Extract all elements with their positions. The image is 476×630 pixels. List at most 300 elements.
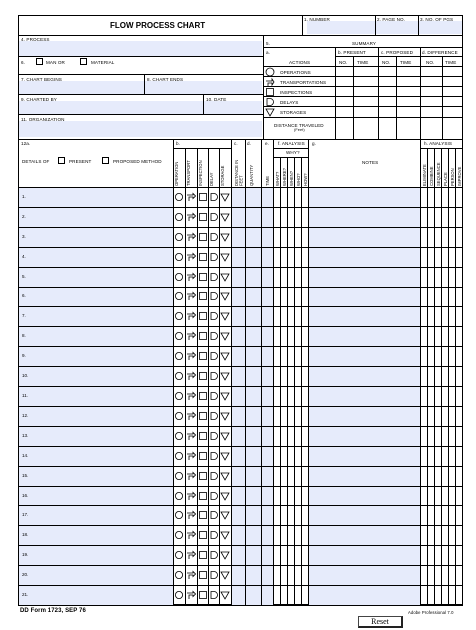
operation-icon[interactable] <box>174 550 184 560</box>
row-cell-input[interactable] <box>262 427 273 446</box>
summary-action-transportations: TRANSPORTATIONS <box>280 80 327 85</box>
operation-icon[interactable] <box>174 232 184 242</box>
form-id-label: DD Form 1723, SEP 76 <box>20 608 86 614</box>
operation-icon[interactable] <box>174 391 184 401</box>
transport-arrow-icon[interactable] <box>186 431 196 441</box>
no-of-pgs-input[interactable] <box>419 21 462 34</box>
inspection-square-icon[interactable] <box>198 272 208 282</box>
row-cell-input[interactable] <box>309 407 420 426</box>
row-number: 10. <box>22 373 29 379</box>
delay-d-icon[interactable] <box>209 510 219 520</box>
row-detail-input[interactable] <box>19 367 173 386</box>
row-cell-input[interactable] <box>309 307 420 326</box>
storage-triangle-icon[interactable] <box>220 311 230 321</box>
operation-icon[interactable] <box>174 431 184 441</box>
row-cell-input[interactable] <box>262 387 273 406</box>
row-cell-input[interactable] <box>246 387 261 406</box>
row-detail-input[interactable] <box>19 208 173 227</box>
delay-d-icon[interactable] <box>209 192 219 202</box>
transport-arrow-icon[interactable] <box>186 451 196 461</box>
inspection-square-icon[interactable] <box>198 331 208 341</box>
inspection-square-icon[interactable] <box>198 471 208 481</box>
row-cell-input[interactable] <box>309 526 420 545</box>
delay-d-icon[interactable] <box>209 252 219 262</box>
delay-d-icon[interactable] <box>209 491 219 501</box>
row-cell-input[interactable] <box>262 506 273 525</box>
proposed-method-checkbox[interactable] <box>102 157 109 164</box>
transport-arrow-icon[interactable] <box>186 471 196 481</box>
row-cell-input[interactable] <box>262 327 273 346</box>
row-detail-input[interactable] <box>19 347 173 366</box>
material-checkbox[interactable] <box>80 58 87 65</box>
row-cell-input[interactable] <box>246 268 261 287</box>
row-cell-input[interactable] <box>232 347 245 366</box>
row-cell-input[interactable] <box>246 526 261 545</box>
row-cell-input[interactable] <box>262 566 273 585</box>
transport-arrow-icon[interactable] <box>186 411 196 421</box>
storage-triangle-icon[interactable] <box>220 351 230 361</box>
row-number: 8. <box>22 333 26 339</box>
storage-triangle-icon[interactable] <box>220 291 230 301</box>
col-inspection-header: INSPECTION <box>198 160 203 186</box>
delay-d-icon[interactable] <box>209 232 219 242</box>
operation-icon[interactable] <box>174 212 184 222</box>
summary-action-storages: STORAGES <box>280 110 307 115</box>
row-detail-input[interactable] <box>19 288 173 307</box>
inspection-square-icon[interactable] <box>198 431 208 441</box>
actions-label: ACTIONS <box>289 60 311 65</box>
inspection-square-icon[interactable] <box>198 391 208 401</box>
row-cell-input[interactable] <box>309 566 420 585</box>
transport-arrow-icon[interactable] <box>186 351 196 361</box>
operation-icon[interactable] <box>174 371 184 381</box>
process-input[interactable] <box>19 41 262 56</box>
row-cell-input[interactable] <box>309 208 420 227</box>
row-number: 21. <box>22 592 29 598</box>
col-person-header: PERSON <box>450 168 455 186</box>
delay-d-icon[interactable] <box>209 311 219 321</box>
row-cell-input[interactable] <box>232 208 245 227</box>
row-cell-input[interactable] <box>262 347 273 366</box>
row-cell-input[interactable] <box>232 307 245 326</box>
present-time-label: TIME <box>357 60 369 65</box>
inspection-square-icon[interactable] <box>198 311 208 321</box>
inspection-square-icon[interactable] <box>198 510 208 520</box>
row-cell-input[interactable] <box>246 248 261 267</box>
row-cell-input[interactable] <box>232 546 245 565</box>
delay-d-icon[interactable] <box>209 471 219 481</box>
col-c-label: c. <box>234 141 238 146</box>
col-quantity-header: QUANTITY <box>249 164 254 186</box>
col-eliminate-header: ELIMINATE <box>422 164 427 186</box>
operation-icon[interactable] <box>174 570 184 580</box>
row-number: 19. <box>22 552 29 558</box>
header-divider <box>273 148 308 149</box>
item12a-label: 12a. <box>21 141 31 146</box>
row-cell-input[interactable] <box>262 288 273 307</box>
operation-icon[interactable] <box>174 530 184 540</box>
row-number: 4. <box>22 253 26 259</box>
row-detail-input[interactable] <box>19 268 173 287</box>
summary-action-operations: OPERATIONS <box>280 70 311 75</box>
present-label: b. PRESENT <box>338 50 366 55</box>
row-cell-input[interactable] <box>246 586 261 605</box>
row-cell-input[interactable] <box>309 586 420 605</box>
row-cell-input[interactable] <box>309 248 420 267</box>
transport-arrow-icon[interactable] <box>186 530 196 540</box>
row-cell-input[interactable] <box>309 427 420 446</box>
col-divider <box>287 157 288 605</box>
present-method-label: PRESENT <box>69 159 92 164</box>
number-input[interactable] <box>307 21 375 34</box>
row-cell-input[interactable] <box>232 327 245 346</box>
chart-ends-label: 8. CHART ENDS <box>147 77 184 82</box>
row-cell-input[interactable] <box>232 248 245 267</box>
page-no-input[interactable] <box>376 21 418 34</box>
header-divider <box>420 148 463 149</box>
date-label: 10. DATE <box>206 97 227 102</box>
storage-triangle-icon[interactable] <box>220 331 230 341</box>
row-cell-input[interactable] <box>309 506 420 525</box>
row-cell-input[interactable] <box>246 228 261 247</box>
inspection-square-icon[interactable] <box>198 570 208 580</box>
storage-triangle-icon[interactable] <box>220 451 230 461</box>
inspection-square-icon[interactable] <box>198 212 208 222</box>
inspection-square-icon[interactable] <box>198 192 208 202</box>
delay-d-icon[interactable] <box>209 272 219 282</box>
inspection-square-icon[interactable] <box>198 411 208 421</box>
row-cell-input[interactable] <box>232 467 245 486</box>
inspection-square-icon[interactable] <box>198 590 208 600</box>
row-cell-input[interactable] <box>246 307 261 326</box>
row-number: 5. <box>22 273 26 279</box>
row-number: 15. <box>22 472 29 478</box>
operation-icon[interactable] <box>174 311 184 321</box>
delay-d-icon[interactable] <box>209 451 219 461</box>
row-cell-input[interactable] <box>246 427 261 446</box>
row-cell-input[interactable] <box>262 487 273 506</box>
delay-d-icon[interactable] <box>209 550 219 560</box>
row-cell-input[interactable] <box>309 487 420 506</box>
row-cell-input[interactable] <box>232 387 245 406</box>
row-cell-input[interactable] <box>309 367 420 386</box>
storage-triangle-icon[interactable] <box>220 192 230 202</box>
row-cell-input[interactable] <box>232 506 245 525</box>
row-cell-input[interactable] <box>232 407 245 426</box>
row-cell-input[interactable] <box>232 427 245 446</box>
row-cell-input[interactable] <box>309 447 420 466</box>
proposed-time-label: TIME <box>400 60 412 65</box>
row-detail-input[interactable] <box>19 228 173 247</box>
inspection-square-icon <box>265 87 275 97</box>
details-of-label: DETAILS OF <box>22 159 50 164</box>
row-detail-input[interactable] <box>19 327 173 346</box>
col-divider <box>280 157 281 605</box>
transport-arrow-icon[interactable] <box>186 311 196 321</box>
row-number: 16. <box>22 492 29 498</box>
summary-action-delays: DELAYS <box>280 100 299 105</box>
row-cell-input[interactable] <box>246 447 261 466</box>
distance-unit-label: (Feet) <box>294 128 305 132</box>
number-label: 1. NUMBER <box>304 17 330 22</box>
row-number: 3. <box>22 233 26 239</box>
row-detail-input[interactable] <box>19 188 173 207</box>
row-number: 14. <box>22 452 29 458</box>
delay-d-icon[interactable] <box>209 530 219 540</box>
row-cell-input[interactable] <box>246 407 261 426</box>
col-divider <box>441 148 442 605</box>
operation-icon[interactable] <box>174 510 184 520</box>
col-e-label: e. <box>265 141 270 146</box>
col-divider <box>301 157 302 605</box>
row-cell-input[interactable] <box>232 268 245 287</box>
row-cell-input[interactable] <box>246 506 261 525</box>
man-checkbox[interactable] <box>36 58 43 65</box>
row-number: 13. <box>22 432 29 438</box>
row-number: 1. <box>22 193 26 199</box>
row-cell-input[interactable] <box>246 566 261 585</box>
present-method-checkbox[interactable] <box>58 157 65 164</box>
row-detail-input[interactable] <box>19 248 173 267</box>
summary-item-label: 5. <box>266 41 271 46</box>
inspection-square-icon[interactable] <box>198 530 208 540</box>
summary-title: SUMMARY <box>352 41 377 46</box>
storage-triangle-icon[interactable] <box>220 252 230 262</box>
row-cell-input[interactable] <box>309 546 420 565</box>
row-cell-input[interactable] <box>262 208 273 227</box>
inspection-square-icon[interactable] <box>198 491 208 501</box>
storage-triangle-icon[interactable] <box>220 491 230 501</box>
proposed-method-label: PROPOSED METHOD <box>113 159 162 164</box>
row-cell-input[interactable] <box>246 467 261 486</box>
transport-arrow-icon[interactable] <box>186 491 196 501</box>
man-label: MAN OR <box>46 60 65 65</box>
row-cell-input[interactable] <box>309 228 420 247</box>
difference-no-label: NO. <box>426 60 435 65</box>
chart-ends-input[interactable] <box>145 81 262 94</box>
operation-icon[interactable] <box>174 291 184 301</box>
inspection-square-icon[interactable] <box>198 252 208 262</box>
operation-icon[interactable] <box>174 491 184 501</box>
notes-label: NOTES <box>362 160 379 165</box>
col-divider <box>427 148 428 605</box>
row-cell-input[interactable] <box>309 347 420 366</box>
row-cell-input[interactable] <box>262 367 273 386</box>
transport-arrow-icon[interactable] <box>186 272 196 282</box>
material-label: MATERIAL <box>91 60 115 65</box>
row-cell-input[interactable] <box>232 487 245 506</box>
transport-arrow-icon[interactable] <box>186 331 196 341</box>
storage-triangle-icon[interactable] <box>220 510 230 520</box>
row-cell-input[interactable] <box>309 188 420 207</box>
row-cell-input[interactable] <box>262 407 273 426</box>
charted-by-input[interactable] <box>19 101 203 114</box>
transport-arrow-icon[interactable] <box>186 570 196 580</box>
organization-input[interactable] <box>19 121 262 137</box>
operation-icon[interactable] <box>174 272 184 282</box>
row-cell-input[interactable] <box>262 526 273 545</box>
operation-icon[interactable] <box>174 351 184 361</box>
row-cell-input[interactable] <box>262 447 273 466</box>
operation-icon[interactable] <box>174 331 184 341</box>
row-cell-input[interactable] <box>232 228 245 247</box>
col-how-header: HOW? <box>303 173 308 186</box>
storage-triangle-icon[interactable] <box>220 272 230 282</box>
operation-icon[interactable] <box>174 411 184 421</box>
row-cell-input[interactable] <box>262 546 273 565</box>
inspection-square-icon[interactable] <box>198 550 208 560</box>
operation-icon[interactable] <box>174 192 184 202</box>
row-cell-input[interactable] <box>232 288 245 307</box>
row-cell-input[interactable] <box>262 188 273 207</box>
transport-arrow-icon[interactable] <box>186 291 196 301</box>
col-sequence-header: SEQUENCE <box>436 162 441 186</box>
storage-triangle-icon <box>265 107 275 117</box>
row-number: 18. <box>22 532 29 538</box>
row-detail-input[interactable] <box>19 487 173 506</box>
row-cell-input[interactable] <box>246 288 261 307</box>
delay-d-icon[interactable] <box>209 391 219 401</box>
row-detail-input[interactable] <box>19 506 173 525</box>
storage-triangle-icon[interactable] <box>220 570 230 580</box>
row-detail-input[interactable] <box>19 586 173 605</box>
row-cell-input[interactable] <box>232 367 245 386</box>
row-detail-input[interactable] <box>19 467 173 486</box>
row-cell-input[interactable] <box>262 248 273 267</box>
storage-triangle-icon[interactable] <box>220 232 230 242</box>
col-d-label: d. <box>247 141 252 146</box>
storage-triangle-icon[interactable] <box>220 431 230 441</box>
inspection-square-icon[interactable] <box>198 371 208 381</box>
row-cell-input[interactable] <box>246 546 261 565</box>
row-number: 11. <box>22 393 29 398</box>
col-combine-header: COMBINE <box>429 166 434 186</box>
row-cell-input[interactable] <box>246 208 261 227</box>
row-cell-input[interactable] <box>232 586 245 605</box>
col-divider <box>273 139 274 605</box>
transport-arrow-icon[interactable] <box>186 590 196 600</box>
transport-arrow-icon[interactable] <box>186 232 196 242</box>
form-title: FLOW PROCESS CHART <box>110 21 206 30</box>
row-detail-input[interactable] <box>19 427 173 446</box>
row-cell-input[interactable] <box>246 347 261 366</box>
chart-begins-label: 7. CHART BEGINS <box>21 77 62 82</box>
present-no-label: NO. <box>339 60 348 65</box>
delay-d-icon[interactable] <box>209 371 219 381</box>
charted-by-label: 9. CHARTED BY <box>21 97 57 102</box>
row-detail-input[interactable] <box>19 526 173 545</box>
process-label: 4. PROCESS <box>21 37 50 42</box>
operation-icon[interactable] <box>174 471 184 481</box>
date-input[interactable] <box>204 101 262 114</box>
row-cell-input[interactable] <box>309 387 420 406</box>
storage-triangle-icon[interactable] <box>220 471 230 481</box>
chart-begins-input[interactable] <box>19 81 144 94</box>
delay-d-icon[interactable] <box>209 431 219 441</box>
col-g-label: g. <box>312 141 317 146</box>
row-cell-input[interactable] <box>309 467 420 486</box>
transport-arrow-icon[interactable] <box>186 252 196 262</box>
reset-button[interactable]: Reset <box>358 616 403 628</box>
row-cell-input[interactable] <box>246 367 261 386</box>
row-cell-input[interactable] <box>232 526 245 545</box>
page-no-label: 2. PAGE NO. <box>377 17 406 22</box>
row-cell-input[interactable] <box>246 487 261 506</box>
col-improve-header: IMPROVE <box>457 166 462 186</box>
inspection-square-icon[interactable] <box>198 232 208 242</box>
delay-d-icon[interactable] <box>209 291 219 301</box>
row-detail-input[interactable] <box>19 447 173 466</box>
storage-triangle-icon[interactable] <box>220 530 230 540</box>
row-cell-input[interactable] <box>309 288 420 307</box>
delay-d-icon[interactable] <box>209 331 219 341</box>
delay-d-icon[interactable] <box>209 351 219 361</box>
transport-arrow-icon[interactable] <box>186 192 196 202</box>
storage-triangle-icon[interactable] <box>220 590 230 600</box>
inspection-square-icon[interactable] <box>198 291 208 301</box>
row-detail-input[interactable] <box>19 407 173 426</box>
transport-arrow-icon[interactable] <box>186 212 196 222</box>
delay-d-icon[interactable] <box>209 212 219 222</box>
transport-arrow-icon[interactable] <box>186 510 196 520</box>
storage-triangle-icon[interactable] <box>220 371 230 381</box>
row-cell-input[interactable] <box>262 268 273 287</box>
col-where-header: WHERE? <box>282 168 287 186</box>
row-detail-input[interactable] <box>19 546 173 565</box>
storage-triangle-icon[interactable] <box>220 411 230 421</box>
row-detail-input[interactable] <box>19 387 173 406</box>
transport-arrow-icon[interactable] <box>186 391 196 401</box>
col-f-analysis-label: f. ANALYSIS <box>278 141 305 146</box>
row-cell-input[interactable] <box>246 188 261 207</box>
operation-icon[interactable] <box>174 590 184 600</box>
delay-d-icon[interactable] <box>209 590 219 600</box>
transport-arrow-icon[interactable] <box>186 371 196 381</box>
row-cell-input[interactable] <box>232 566 245 585</box>
inspection-square-icon[interactable] <box>198 451 208 461</box>
storage-triangle-icon[interactable] <box>220 212 230 222</box>
storage-triangle-icon[interactable] <box>220 391 230 401</box>
row-cell-input[interactable] <box>309 268 420 287</box>
row-detail-input[interactable] <box>19 566 173 585</box>
difference-label: d. DIFFERENCE <box>422 50 458 55</box>
storage-triangle-icon[interactable] <box>220 550 230 560</box>
row-cell-input[interactable] <box>246 327 261 346</box>
row-number: 7. <box>22 313 26 319</box>
col-h-analysis-label: h. ANALYSIS <box>424 141 453 146</box>
row-cell-input[interactable] <box>262 228 273 247</box>
operation-icon[interactable] <box>174 252 184 262</box>
operation-icon[interactable] <box>174 451 184 461</box>
row-detail-input[interactable] <box>19 307 173 326</box>
row-cell-input[interactable] <box>309 327 420 346</box>
col-b-label: b. <box>176 141 181 146</box>
row-cell-input[interactable] <box>262 307 273 326</box>
inspection-square-icon[interactable] <box>198 351 208 361</box>
row-cell-input[interactable] <box>232 188 245 207</box>
row-cell-input[interactable] <box>262 586 273 605</box>
row-cell-input[interactable] <box>262 467 273 486</box>
col-storage-header: STORAGE <box>220 165 225 186</box>
row-cell-input[interactable] <box>232 447 245 466</box>
summary-a-label: a. <box>266 50 271 55</box>
transport-arrow-icon[interactable] <box>186 550 196 560</box>
col-divider <box>420 139 421 605</box>
difference-time-label: TIME <box>445 60 457 65</box>
delay-d-icon[interactable] <box>209 570 219 580</box>
delay-d-icon[interactable] <box>209 411 219 421</box>
col-divider <box>448 148 449 605</box>
